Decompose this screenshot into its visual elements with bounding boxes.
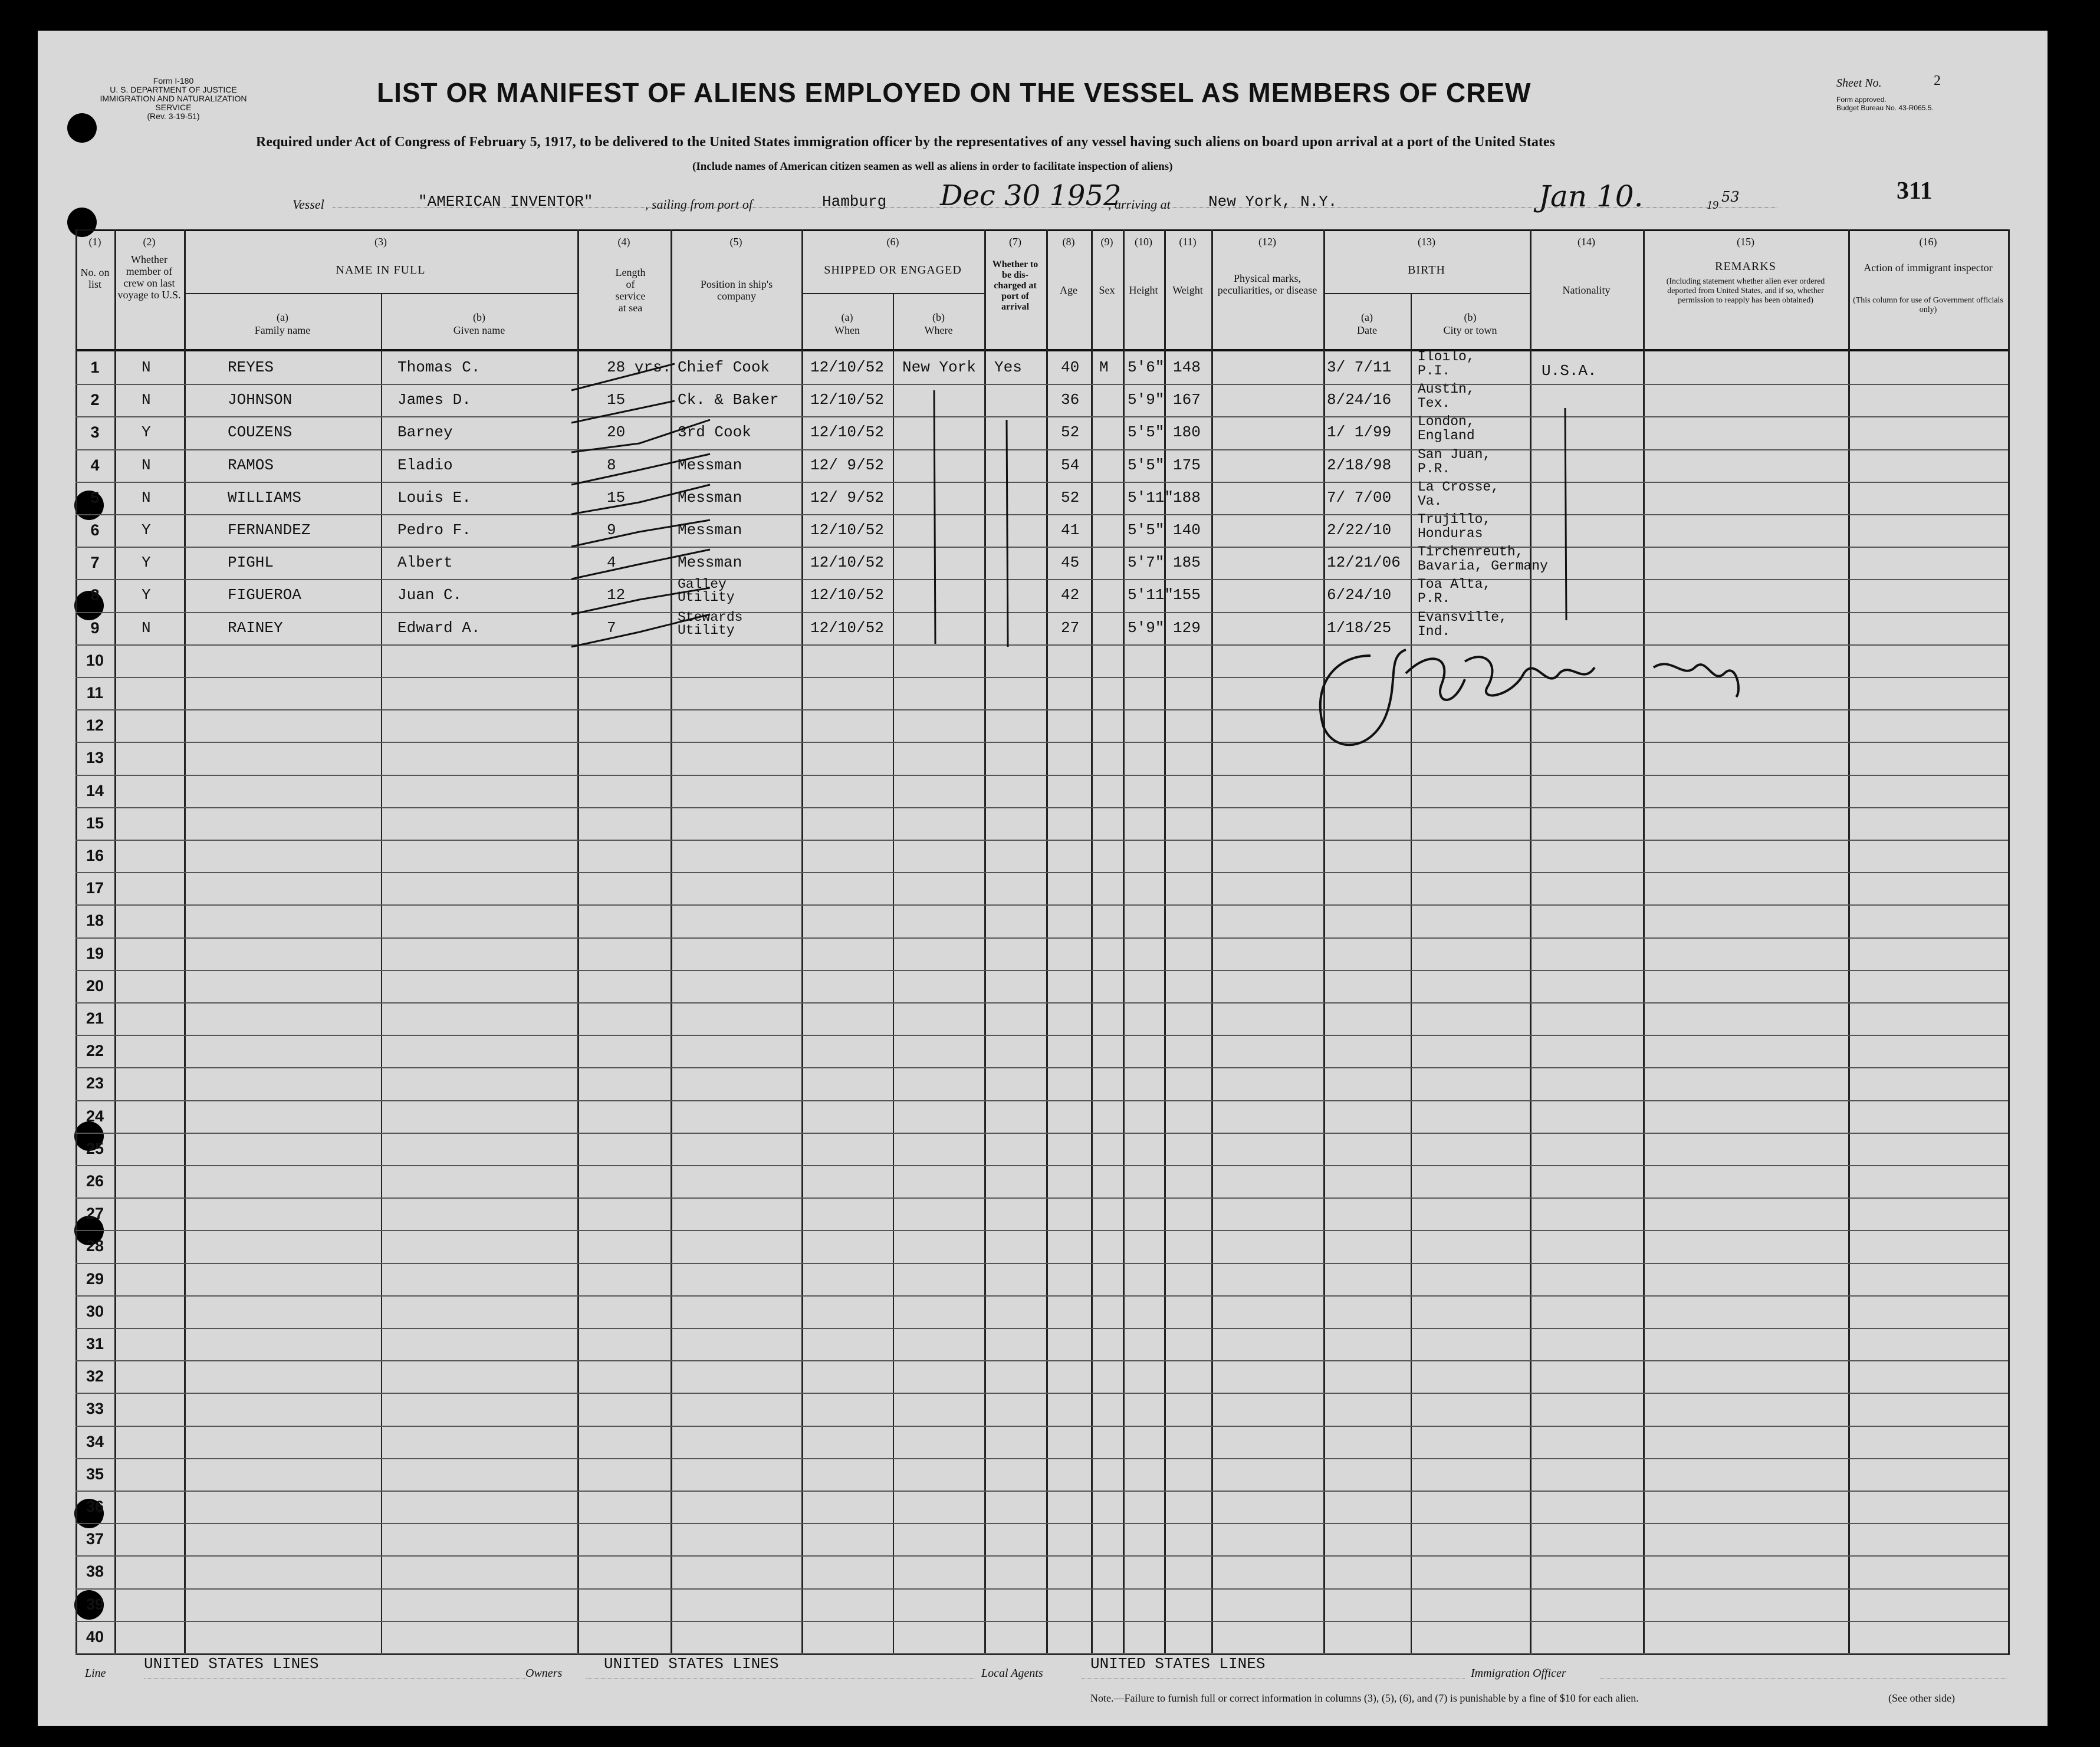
col-12-number: (12)	[1258, 236, 1276, 248]
crew-given-name: Edward A.	[397, 618, 481, 637]
crew-age: 41	[1061, 521, 1080, 539]
col-9-number: (9)	[1100, 236, 1113, 248]
crew-birth-date: 7/ 7/00	[1327, 488, 1392, 506]
col-16-note: (This column for use of Government officials only)	[1853, 296, 2003, 314]
col-5-number: (5)	[729, 236, 742, 248]
crew-discharged: Yes	[994, 358, 1022, 376]
row-number: 23	[86, 1074, 104, 1093]
row-number: 27	[86, 1205, 104, 1223]
col-1-header: No. on list	[80, 267, 110, 290]
col-11-number: (11)	[1179, 236, 1197, 248]
department-name: U. S. DEPARTMENT OF JUSTICE	[110, 85, 237, 94]
row-number: 20	[86, 976, 104, 995]
crew-position: Messman	[678, 554, 742, 572]
row-number: 10	[86, 651, 104, 669]
col-13a-header: Date	[1357, 324, 1377, 336]
crew-service-length: 28 yrs.	[607, 358, 672, 376]
col-13a-number: (a)	[1361, 311, 1373, 323]
row-number: 7	[90, 554, 100, 572]
crew-height: 5'6"	[1128, 358, 1165, 376]
crew-birth-date: 2/22/10	[1327, 521, 1392, 539]
crew-position: Stewards Utility	[678, 609, 743, 638]
manifest-sheet	[38, 31, 2048, 1726]
row-number: 25	[86, 1139, 104, 1157]
crew-shipped-when: 12/10/52	[810, 423, 884, 442]
col-1-number: (1)	[88, 236, 101, 248]
crew-given-name: Barney	[397, 423, 453, 442]
footer-owners-label: Owners	[525, 1667, 563, 1680]
crew-shipped-when: 12/10/52	[810, 586, 884, 604]
row-number: 6	[90, 521, 100, 539]
sailing-label: , sailing from port of	[645, 197, 752, 212]
crew-birth-region: Honduras	[1418, 526, 1483, 541]
crew-last-voyage: N	[142, 618, 151, 637]
crew-weight: 188	[1173, 488, 1201, 506]
footer-line-label: Line	[85, 1667, 106, 1680]
col-5-header: Position in ship's company	[700, 278, 773, 302]
row-number: 22	[86, 1042, 104, 1060]
crew-shipped-when: 12/10/52	[810, 618, 884, 637]
row-number: 33	[86, 1400, 104, 1418]
crew-nationality: U.S.A.	[1542, 362, 1597, 380]
crew-service-length: 12	[607, 586, 626, 604]
subtitle: Required under Act of Congress of February 5, 1917, to be delivered to the United States immigration officer by the representatives of any vessel having such aliens on board upon arrival at a port of the United States	[256, 134, 1555, 150]
footer-see-other: (See other side)	[1888, 1692, 1955, 1704]
row-number: 34	[86, 1432, 104, 1450]
crew-family-name: REYES	[228, 358, 274, 376]
col-12-header: Physical marks, peculiarities, or disease	[1217, 272, 1317, 296]
crew-service-length: 15	[607, 488, 626, 506]
crew-position: Messman	[678, 521, 742, 539]
handwritten-check-marks	[38, 31, 2048, 1726]
col-6-header: SHIPPED OR ENGAGED	[824, 264, 962, 277]
col-16-header: Action of immigrant inspector	[1864, 262, 1993, 274]
crew-birth-region: Va.	[1418, 493, 1442, 509]
footer-agents-value: UNITED STATES LINES	[1090, 1655, 1266, 1673]
row-number: 26	[86, 1172, 104, 1190]
crew-age: 36	[1061, 391, 1080, 409]
crew-birth-date: 1/ 1/99	[1327, 423, 1392, 442]
crew-shipped-when: 12/10/52	[810, 521, 884, 539]
budget-bureau-note: Budget Bureau No. 43-R065.5.	[1836, 104, 1934, 112]
crew-birth-date: 1/18/25	[1327, 618, 1392, 637]
col-9-header: Sex	[1099, 284, 1115, 296]
footer-officer-label: Immigration Officer	[1471, 1667, 1566, 1680]
row-number: 14	[86, 781, 104, 800]
crew-height: 5'5"	[1128, 456, 1165, 474]
col-3a-number: (a)	[277, 311, 288, 323]
crew-birth-region: P.R.	[1418, 460, 1451, 476]
col-10-header: Height	[1129, 284, 1158, 296]
col-3b-header: Given name	[453, 324, 505, 336]
crew-height: 5'9"	[1128, 618, 1165, 637]
col-6-number: (6)	[886, 236, 899, 248]
crew-given-name: Eladio	[397, 456, 453, 474]
crew-birth-city: La Crosse,	[1418, 479, 1500, 495]
crew-weight: 175	[1173, 456, 1201, 474]
crew-age: 42	[1061, 586, 1080, 604]
crew-birth-city: San Juan,	[1418, 446, 1491, 462]
crew-weight: 155	[1173, 586, 1201, 604]
crew-height: 5'7"	[1128, 554, 1165, 572]
crew-birth-region: Bavaria, Germany	[1418, 558, 1548, 574]
vessel-label: Vessel	[293, 197, 324, 212]
crew-age: 40	[1061, 358, 1080, 376]
crew-family-name: COUZENS	[228, 423, 293, 442]
crew-birth-city: Trujillo,	[1418, 512, 1491, 527]
row-number: 15	[86, 814, 104, 832]
row-number: 39	[86, 1595, 104, 1613]
crew-position: Messman	[678, 456, 742, 474]
crew-last-voyage: Y	[142, 554, 151, 572]
crew-age: 52	[1061, 488, 1080, 506]
col-8-header: Age	[1060, 284, 1077, 296]
crew-given-name: Albert	[397, 554, 453, 572]
sailing-date-handwritten: Dec 30 1952	[940, 179, 1122, 212]
crew-birth-date: 12/21/06	[1327, 554, 1401, 572]
row-number: 16	[86, 847, 104, 864]
col-13-header: BIRTH	[1408, 264, 1445, 277]
crew-family-name: JOHNSON	[228, 391, 293, 409]
official-signature	[1288, 638, 1760, 774]
page-title: LIST OR MANIFEST OF ALIENS EMPLOYED ON THE VESSEL AS MEMBERS OF CREW	[377, 77, 1532, 108]
year-suffix: 53	[1721, 189, 1740, 205]
row-number: 13	[86, 749, 104, 767]
col-15-note: (Including statement whether alien ever ordered deported from United States, and if so, whether permission to reapply has been obtained)	[1666, 277, 1825, 305]
crew-birth-region: P.R.	[1418, 591, 1451, 607]
crew-height: 5'5"	[1128, 521, 1165, 539]
crew-family-name: WILLIAMS	[228, 488, 301, 506]
col-2-number: (2)	[143, 236, 156, 248]
crew-weight: 185	[1173, 554, 1201, 572]
row-number: 21	[86, 1009, 104, 1027]
row-number: 17	[86, 879, 104, 897]
row-number: 3	[90, 423, 100, 442]
crew-birth-date: 2/18/98	[1327, 456, 1392, 474]
row-number: 40	[86, 1627, 104, 1646]
crew-position: Ck. & Baker	[678, 391, 779, 409]
crew-birth-city: Toa Alta,	[1418, 577, 1491, 593]
row-number: 5	[90, 488, 100, 506]
col-14-number: (14)	[1578, 236, 1595, 248]
sailing-port: Hamburg	[822, 193, 887, 210]
crew-service-length: 20	[607, 423, 626, 442]
crew-given-name: James D.	[397, 391, 471, 409]
col-6a-header: When	[834, 324, 860, 336]
row-number: 19	[86, 944, 104, 962]
crew-service-length: 15	[607, 391, 626, 409]
col-6b-number: (b)	[932, 311, 945, 323]
crew-weight: 140	[1173, 521, 1201, 539]
crew-birth-date: 6/24/10	[1327, 586, 1392, 604]
col-8-number: (8)	[1062, 236, 1075, 248]
col-3a-header: Family name	[254, 324, 311, 336]
crew-birth-city: Evansville,	[1418, 609, 1507, 625]
crew-shipped-where: New York	[902, 358, 976, 376]
stamp-number: 311	[1897, 177, 1933, 205]
col-6b-header: Where	[924, 324, 953, 336]
row-number: 38	[86, 1562, 104, 1581]
col-16-number: (16)	[1919, 236, 1937, 248]
crew-family-name: FIGUEROA	[228, 586, 301, 604]
crew-last-voyage: N	[142, 358, 151, 376]
crew-shipped-when: 12/ 9/52	[810, 456, 884, 474]
col-3b-number: (b)	[473, 311, 485, 323]
vessel-name: "AMERICAN INVENTOR"	[418, 193, 593, 210]
revision-date: (Rev. 3-19-51)	[147, 111, 200, 121]
crew-age: 52	[1061, 423, 1080, 442]
crew-last-voyage: N	[142, 488, 151, 506]
row-number: 28	[86, 1237, 104, 1255]
year-prefix: 19	[1707, 199, 1718, 212]
crew-weight: 180	[1173, 423, 1201, 442]
crew-given-name: Thomas C.	[397, 358, 481, 376]
crew-birth-city: Tirchenreuth,	[1418, 544, 1524, 560]
row-number: 37	[86, 1530, 104, 1548]
row-number: 32	[86, 1367, 104, 1386]
col-14-header: Nationality	[1562, 284, 1611, 296]
crew-last-voyage: Y	[142, 521, 151, 539]
crew-service-length: 7	[607, 618, 616, 637]
crew-birth-city: London,	[1418, 414, 1475, 430]
form-number: Form I-180	[153, 76, 194, 85]
col-7-header: Whether to be dis-charged at port of arrival	[992, 259, 1039, 312]
col-13-number: (13)	[1418, 236, 1435, 248]
col-6a-number: (a)	[841, 311, 853, 323]
crew-shipped-when: 12/10/52	[810, 554, 884, 572]
row-number: 29	[86, 1269, 104, 1288]
crew-position: Messman	[678, 488, 742, 506]
footer-agents-label: Local Agents	[981, 1667, 1043, 1680]
crew-age: 54	[1061, 456, 1080, 474]
col-7-number: (7)	[1009, 236, 1021, 248]
col-10-number: (10)	[1135, 236, 1152, 248]
footer-line-value: UNITED STATES LINES	[144, 1655, 319, 1673]
row-number: 9	[90, 618, 100, 637]
row-number: 4	[90, 456, 100, 474]
crew-position: Galley Utility	[678, 577, 735, 606]
crew-position: Chief Cook	[678, 358, 770, 376]
footer-owners-value: UNITED STATES LINES	[604, 1655, 779, 1673]
crew-given-name: Pedro F.	[397, 521, 471, 539]
row-number: 24	[86, 1107, 104, 1125]
col-15-header: REMARKS	[1715, 260, 1776, 273]
crew-weight: 148	[1173, 358, 1201, 376]
crew-age: 45	[1061, 554, 1080, 572]
row-number: 1	[90, 358, 100, 376]
arrival-port: New York, N.Y.	[1208, 193, 1337, 210]
crew-last-voyage: Y	[142, 423, 151, 442]
col-4-header: Length of service at sea	[615, 267, 646, 314]
crew-given-name: Juan C.	[397, 586, 462, 604]
col-2-header: Whether member of crew on last voyage to U.S.	[117, 254, 181, 301]
crew-family-name: PIGHL	[228, 554, 274, 572]
row-number: 31	[86, 1335, 104, 1353]
crew-birth-date: 8/24/16	[1327, 391, 1392, 409]
row-number: 18	[86, 912, 104, 930]
crew-family-name: FERNANDEZ	[228, 521, 311, 539]
row-number: 36	[86, 1498, 104, 1515]
service-name: IMMIGRATION AND NATURALIZATION SERVICE	[100, 94, 247, 112]
crew-birth-city: Austin,	[1418, 381, 1475, 397]
crew-service-length: 9	[607, 521, 616, 539]
col-13b-header: City or town	[1443, 324, 1497, 336]
crew-given-name: Louis E.	[397, 488, 471, 506]
crew-height: 5'9"	[1128, 391, 1165, 409]
row-number: 35	[86, 1465, 104, 1483]
crew-service-length: 4	[607, 554, 616, 572]
crew-last-voyage: N	[142, 391, 151, 409]
crew-birth-city: Iloilo,	[1418, 349, 1475, 364]
col-3-header: NAME IN FULL	[336, 264, 426, 277]
crew-last-voyage: Y	[142, 586, 151, 604]
crew-shipped-when: 12/ 9/52	[810, 488, 884, 506]
instruction: (Include names of American citizen seamen as well as aliens in order to facilitate inspection of aliens)	[692, 160, 1173, 173]
sheet-label: Sheet No.	[1836, 77, 1882, 90]
crew-service-length: 8	[607, 456, 616, 474]
crew-birth-region: Ind.	[1418, 623, 1451, 639]
crew-position: 3rd Cook	[678, 423, 751, 442]
col-4-number: (4)	[617, 236, 630, 248]
crew-sex: M	[1099, 358, 1109, 376]
approval-note: Form approved.	[1836, 96, 1887, 104]
crew-weight: 129	[1173, 618, 1201, 637]
crew-weight: 167	[1173, 391, 1201, 409]
row-number: 12	[86, 716, 104, 735]
crew-height: 5'5"	[1128, 423, 1165, 442]
crew-birth-region: England	[1418, 428, 1475, 444]
col-13b-number: (b)	[1464, 311, 1477, 323]
crew-birth-region: P.I.	[1418, 363, 1451, 379]
arrival-date-handwritten: Jan 10.	[1539, 179, 1644, 213]
crew-shipped-when: 12/10/52	[810, 358, 884, 376]
crew-last-voyage: N	[142, 456, 151, 474]
footer-note: Note.—Failure to furnish full or correct information in columns (3), (5), (6), and (7) is punishable by a fine of $10 for each alien.	[1090, 1692, 1639, 1704]
row-number: 30	[86, 1302, 104, 1320]
crew-shipped-when: 12/10/52	[810, 391, 884, 409]
crew-birth-region: Tex.	[1418, 396, 1451, 412]
arriving-label: , arriving at	[1108, 197, 1171, 212]
col-15-number: (15)	[1737, 236, 1754, 248]
crew-family-name: RAMOS	[228, 456, 274, 474]
crew-age: 27	[1061, 618, 1080, 637]
col-11-header: Weight	[1172, 284, 1203, 296]
crew-birth-date: 3/ 7/11	[1327, 358, 1392, 376]
row-number: 11	[86, 684, 104, 702]
sheet-number: 2	[1934, 73, 1941, 88]
row-number: 2	[90, 391, 100, 409]
crew-height: 5'11"	[1128, 586, 1174, 604]
crew-height: 5'11"	[1128, 488, 1174, 506]
row-number: 8	[90, 586, 100, 604]
crew-family-name: RAINEY	[228, 618, 283, 637]
col-3-number: (3)	[374, 236, 387, 248]
